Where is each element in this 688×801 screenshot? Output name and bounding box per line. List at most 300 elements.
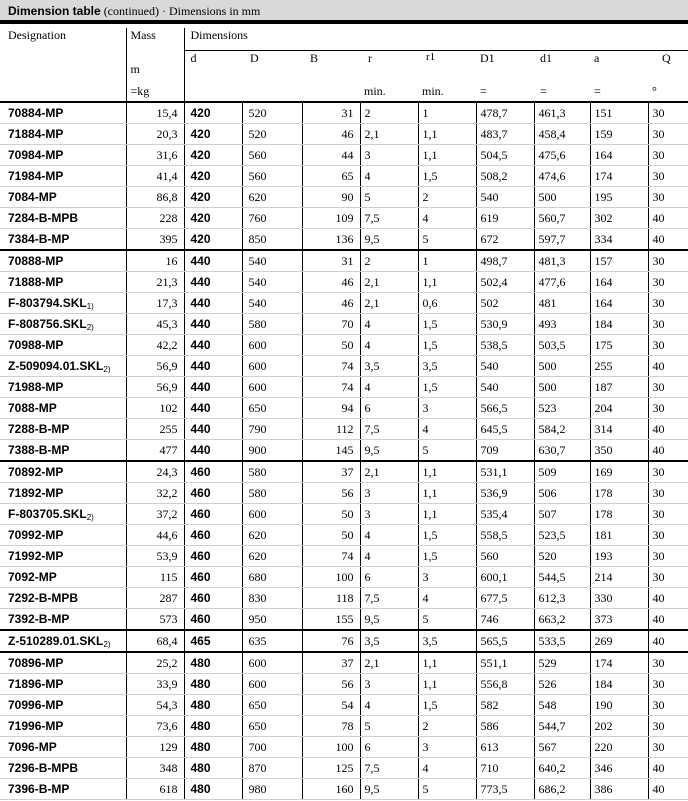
- cell-mass: 53,9: [126, 546, 184, 567]
- cell-a: 184: [590, 314, 648, 335]
- header-spacer: [0, 51, 126, 78]
- designation-text: 7392-B-MP: [8, 611, 70, 626]
- table-row: [0, 314, 688, 335]
- cell-D1: 558,5: [476, 525, 534, 546]
- cell-designation: [0, 229, 126, 251]
- cell-r: 6: [360, 567, 418, 588]
- designation-text: 7284-B-MPB: [8, 210, 79, 225]
- cell-mass: 33,9: [126, 674, 184, 695]
- cell-B: 94: [302, 398, 360, 419]
- cell-B: 31: [302, 102, 360, 124]
- cell-r: 2,1: [360, 293, 418, 314]
- cell-B: 112: [302, 419, 360, 440]
- cell-r: 4: [360, 314, 418, 335]
- cell-a: 193: [590, 546, 648, 567]
- designation-text: 7088-MP: [8, 400, 57, 415]
- cell-d: 420: [184, 229, 242, 251]
- cell-B: 37: [302, 652, 360, 674]
- dimension-table: [0, 28, 688, 800]
- designation-text: 70996-MP: [8, 697, 64, 712]
- cell-r: 4: [360, 166, 418, 187]
- header-col-d1: d1: [534, 51, 590, 78]
- cell-a: 181: [590, 525, 648, 546]
- cell-D1: 540: [476, 356, 534, 377]
- cell-r: 6: [360, 398, 418, 419]
- cell-designation: [0, 335, 126, 356]
- header-unit-a: =: [590, 77, 648, 102]
- cell-D: 540: [242, 293, 302, 314]
- cell-d: 465: [184, 630, 242, 652]
- cell-mass: 37,2: [126, 504, 184, 525]
- cell-d1: 500: [534, 356, 590, 377]
- table-row: [0, 483, 688, 504]
- cell-r1: 1,1: [418, 483, 476, 504]
- cell-a: 174: [590, 652, 648, 674]
- cell-r: 7,5: [360, 208, 418, 229]
- cell-r1: 3: [418, 398, 476, 419]
- cell-r: 4: [360, 546, 418, 567]
- cell-a: 164: [590, 145, 648, 166]
- cell-D: 790: [242, 419, 302, 440]
- cell-d: 460: [184, 609, 242, 631]
- cell-B: 50: [302, 335, 360, 356]
- cell-d1: 548: [534, 695, 590, 716]
- cell-D1: 560: [476, 546, 534, 567]
- cell-designation: [0, 398, 126, 419]
- cell-a: 373: [590, 609, 648, 631]
- cell-r1: 1,1: [418, 504, 476, 525]
- cell-D1: 531,1: [476, 461, 534, 483]
- cell-r: 3: [360, 674, 418, 695]
- cell-d1: 630,7: [534, 440, 590, 462]
- cell-mass: 348: [126, 758, 184, 779]
- cell-designation: [0, 461, 126, 483]
- cell-d: 460: [184, 588, 242, 609]
- cell-designation: [0, 588, 126, 609]
- cell-d1: 481: [534, 293, 590, 314]
- cell-D1: 709: [476, 440, 534, 462]
- cell-mass: 25,2: [126, 652, 184, 674]
- cell-d: 460: [184, 525, 242, 546]
- cell-D: 600: [242, 504, 302, 525]
- cell-designation: [0, 166, 126, 187]
- cell-d1: 461,3: [534, 102, 590, 124]
- cell-r1: 2: [418, 187, 476, 208]
- cell-a: 202: [590, 716, 648, 737]
- cell-d1: 506: [534, 483, 590, 504]
- cell-r: 6: [360, 737, 418, 758]
- cell-d: 440: [184, 293, 242, 314]
- cell-r: 5: [360, 187, 418, 208]
- cell-r: 3: [360, 504, 418, 525]
- cell-d: 460: [184, 546, 242, 567]
- cell-r: 7,5: [360, 588, 418, 609]
- designation-text: 71996-MP: [8, 718, 64, 733]
- cell-r1: 3: [418, 567, 476, 588]
- table-title: [8, 4, 260, 19]
- cell-mass: 16: [126, 250, 184, 272]
- cell-d1: 481,3: [534, 250, 590, 272]
- cell-Q: 30: [648, 716, 688, 737]
- cell-d1: 523: [534, 398, 590, 419]
- cell-r: 2,1: [360, 652, 418, 674]
- cell-mass: 287: [126, 588, 184, 609]
- cell-D1: 613: [476, 737, 534, 758]
- cell-Q: 30: [648, 377, 688, 398]
- header-mass-unit: =kg: [126, 77, 184, 102]
- cell-d: 420: [184, 102, 242, 124]
- header-unit-Q: °: [648, 77, 688, 102]
- cell-D: 700: [242, 737, 302, 758]
- cell-designation: [0, 356, 126, 377]
- cell-D: 870: [242, 758, 302, 779]
- cell-D1: 556,8: [476, 674, 534, 695]
- cell-D1: 540: [476, 377, 534, 398]
- cell-mass: 17,3: [126, 293, 184, 314]
- cell-r1: 1,5: [418, 314, 476, 335]
- cell-designation: [0, 652, 126, 674]
- cell-B: 125: [302, 758, 360, 779]
- header-dimensions: Dimensions: [184, 28, 688, 51]
- designation-text: 71984-MP: [8, 168, 64, 183]
- designation-text: 7396-B-MP: [8, 781, 70, 796]
- cell-a: 330: [590, 588, 648, 609]
- cell-B: 54: [302, 695, 360, 716]
- cell-D1: 619: [476, 208, 534, 229]
- cell-D: 600: [242, 356, 302, 377]
- cell-D: 850: [242, 229, 302, 251]
- cell-D: 760: [242, 208, 302, 229]
- table-row: [0, 567, 688, 588]
- cell-designation: [0, 208, 126, 229]
- cell-designation: [0, 314, 126, 335]
- table-row: [0, 588, 688, 609]
- cell-Q: 40: [648, 758, 688, 779]
- cell-designation: [0, 187, 126, 208]
- cell-a: 164: [590, 272, 648, 293]
- header-spacer: [0, 77, 126, 102]
- cell-B: 155: [302, 609, 360, 631]
- cell-d1: 493: [534, 314, 590, 335]
- cell-r: 9,5: [360, 779, 418, 800]
- cell-Q: 40: [648, 630, 688, 652]
- cell-designation: [0, 272, 126, 293]
- cell-D: 650: [242, 716, 302, 737]
- cell-D1: 535,4: [476, 504, 534, 525]
- cell-D: 650: [242, 695, 302, 716]
- cell-a: 159: [590, 124, 648, 145]
- table-row: [0, 652, 688, 674]
- cell-r1: 5: [418, 779, 476, 800]
- cell-r1: 1,1: [418, 272, 476, 293]
- cell-d: 480: [184, 758, 242, 779]
- cell-Q: 40: [648, 440, 688, 462]
- cell-D1: 508,2: [476, 166, 534, 187]
- cell-D: 600: [242, 335, 302, 356]
- designation-text: Z-510289.01.SKL: [8, 633, 104, 648]
- cell-D: 580: [242, 483, 302, 504]
- cell-B: 78: [302, 716, 360, 737]
- cell-Q: 30: [648, 314, 688, 335]
- cell-B: 145: [302, 440, 360, 462]
- designation-text: 71884-MP: [8, 126, 64, 141]
- cell-Q: 40: [648, 588, 688, 609]
- cell-d1: 474,6: [534, 166, 590, 187]
- cell-B: 37: [302, 461, 360, 483]
- cell-r: 9,5: [360, 609, 418, 631]
- cell-mass: 42,2: [126, 335, 184, 356]
- cell-r: 9,5: [360, 440, 418, 462]
- cell-D1: 530,9: [476, 314, 534, 335]
- cell-D: 620: [242, 525, 302, 546]
- designation-text: 71888-MP: [8, 274, 64, 289]
- header-unit-blank: [242, 77, 302, 102]
- cell-d: 460: [184, 461, 242, 483]
- cell-D1: 536,9: [476, 483, 534, 504]
- cell-Q: 40: [648, 419, 688, 440]
- cell-mass: 56,9: [126, 356, 184, 377]
- cell-d: 420: [184, 166, 242, 187]
- cell-mass: 102: [126, 398, 184, 419]
- table-title-rest: (continued) · Dimensions in mm: [103, 4, 261, 18]
- cell-r: 4: [360, 695, 418, 716]
- cell-Q: 40: [648, 356, 688, 377]
- cell-designation: [0, 145, 126, 166]
- designation-text: 70992-MP: [8, 527, 64, 542]
- cell-d1: 560,7: [534, 208, 590, 229]
- cell-B: 109: [302, 208, 360, 229]
- cell-B: 31: [302, 250, 360, 272]
- footnote-marker: 2): [86, 322, 94, 332]
- cell-a: 346: [590, 758, 648, 779]
- cell-a: 269: [590, 630, 648, 652]
- cell-r1: 1,5: [418, 377, 476, 398]
- table-row: [0, 440, 688, 462]
- cell-mass: 395: [126, 229, 184, 251]
- cell-mass: 115: [126, 567, 184, 588]
- cell-designation: [0, 250, 126, 272]
- table-row: [0, 630, 688, 652]
- cell-a: 220: [590, 737, 648, 758]
- designation-text: 71992-MP: [8, 548, 64, 563]
- cell-D1: 773,5: [476, 779, 534, 800]
- designation-text: 7292-B-MPB: [8, 590, 79, 605]
- cell-a: 151: [590, 102, 648, 124]
- table-row: [0, 377, 688, 398]
- cell-D1: 645,5: [476, 419, 534, 440]
- cell-d: 460: [184, 483, 242, 504]
- cell-d: 420: [184, 124, 242, 145]
- cell-mass: 15,4: [126, 102, 184, 124]
- cell-D: 620: [242, 546, 302, 567]
- cell-B: 136: [302, 229, 360, 251]
- cell-B: 56: [302, 483, 360, 504]
- cell-r1: 1,1: [418, 652, 476, 674]
- cell-r1: 1,1: [418, 461, 476, 483]
- cell-D1: 540: [476, 187, 534, 208]
- cell-mass: 68,4: [126, 630, 184, 652]
- table-row: [0, 419, 688, 440]
- cell-d: 440: [184, 314, 242, 335]
- designation-text: 70988-MP: [8, 337, 64, 352]
- cell-a: 178: [590, 483, 648, 504]
- cell-d: 440: [184, 377, 242, 398]
- header-unit-r: min.: [360, 77, 418, 102]
- cell-r1: 1,1: [418, 145, 476, 166]
- cell-d1: 544,7: [534, 716, 590, 737]
- table-row: [0, 250, 688, 272]
- cell-designation: [0, 609, 126, 631]
- header-unit-blank: [302, 77, 360, 102]
- table-row: [0, 546, 688, 567]
- cell-mass: 86,8: [126, 187, 184, 208]
- table-row: [0, 461, 688, 483]
- cell-Q: 30: [648, 145, 688, 166]
- cell-D1: 566,5: [476, 398, 534, 419]
- cell-mass: 31,6: [126, 145, 184, 166]
- cell-designation: [0, 293, 126, 314]
- table-row: [0, 737, 688, 758]
- cell-mass: 41,4: [126, 166, 184, 187]
- cell-a: 255: [590, 356, 648, 377]
- cell-Q: 40: [648, 229, 688, 251]
- table-row: [0, 609, 688, 631]
- table-row: [0, 716, 688, 737]
- cell-d1: 507: [534, 504, 590, 525]
- cell-r1: 4: [418, 419, 476, 440]
- cell-r1: 1,5: [418, 166, 476, 187]
- cell-D: 830: [242, 588, 302, 609]
- cell-designation: [0, 567, 126, 588]
- cell-Q: 30: [648, 124, 688, 145]
- cell-D1: 483,7: [476, 124, 534, 145]
- designation-text: 71892-MP: [8, 485, 64, 500]
- header-col-D: D: [242, 51, 302, 78]
- cell-r1: 4: [418, 208, 476, 229]
- header-unit-blank: [184, 77, 242, 102]
- cell-D: 520: [242, 124, 302, 145]
- cell-Q: 30: [648, 398, 688, 419]
- cell-B: 46: [302, 124, 360, 145]
- cell-Q: 30: [648, 461, 688, 483]
- cell-r: 5: [360, 716, 418, 737]
- cell-d: 440: [184, 272, 242, 293]
- designation-text: F-803794.SKL: [8, 295, 87, 310]
- designation-text: 70896-MP: [8, 655, 64, 670]
- cell-D: 620: [242, 187, 302, 208]
- cell-r1: 1: [418, 102, 476, 124]
- cell-Q: 30: [648, 567, 688, 588]
- cell-D: 600: [242, 652, 302, 674]
- cell-D1: 582: [476, 695, 534, 716]
- cell-d1: 686,2: [534, 779, 590, 800]
- header-col-B: B: [302, 51, 360, 78]
- cell-a: 174: [590, 166, 648, 187]
- table-row: [0, 166, 688, 187]
- cell-Q: 30: [648, 695, 688, 716]
- cell-B: 50: [302, 504, 360, 525]
- cell-a: 195: [590, 187, 648, 208]
- cell-mass: 45,3: [126, 314, 184, 335]
- cell-d: 420: [184, 187, 242, 208]
- header-mass: Mass: [126, 28, 184, 51]
- cell-designation: [0, 779, 126, 800]
- footnote-marker: 2): [103, 364, 111, 374]
- cell-D: 580: [242, 314, 302, 335]
- table-row: [0, 272, 688, 293]
- table-title-bar: [0, 0, 688, 24]
- table-row: [0, 208, 688, 229]
- cell-B: 100: [302, 567, 360, 588]
- cell-r: 2,1: [360, 124, 418, 145]
- table-row: [0, 229, 688, 251]
- cell-r1: 4: [418, 758, 476, 779]
- cell-designation: [0, 674, 126, 695]
- cell-d1: 509: [534, 461, 590, 483]
- cell-B: 65: [302, 166, 360, 187]
- cell-a: 178: [590, 504, 648, 525]
- designation-text: 71896-MP: [8, 676, 64, 691]
- footnote-marker: 2): [86, 512, 94, 522]
- cell-B: 74: [302, 356, 360, 377]
- cell-Q: 40: [648, 609, 688, 631]
- cell-d: 480: [184, 695, 242, 716]
- cell-mass: 56,9: [126, 377, 184, 398]
- cell-a: 190: [590, 695, 648, 716]
- cell-designation: [0, 737, 126, 758]
- cell-mass: 573: [126, 609, 184, 631]
- cell-B: 56: [302, 674, 360, 695]
- cell-B: 46: [302, 293, 360, 314]
- cell-mass: 32,2: [126, 483, 184, 504]
- cell-r1: 4: [418, 588, 476, 609]
- cell-d: 420: [184, 208, 242, 229]
- cell-r1: 5: [418, 229, 476, 251]
- cell-B: 50: [302, 525, 360, 546]
- cell-D: 600: [242, 377, 302, 398]
- cell-r: 9,5: [360, 229, 418, 251]
- table-row: [0, 145, 688, 166]
- cell-Q: 30: [648, 525, 688, 546]
- cell-r1: 0,6: [418, 293, 476, 314]
- cell-B: 70: [302, 314, 360, 335]
- cell-r: 7,5: [360, 419, 418, 440]
- cell-d1: 567: [534, 737, 590, 758]
- header-col-r: r: [360, 51, 418, 78]
- designation-text: 71988-MP: [8, 379, 64, 394]
- cell-r: 2,1: [360, 272, 418, 293]
- cell-d: 480: [184, 737, 242, 758]
- cell-a: 302: [590, 208, 648, 229]
- cell-Q: 30: [648, 250, 688, 272]
- table-row: [0, 525, 688, 546]
- cell-d1: 584,2: [534, 419, 590, 440]
- cell-r1: 1,5: [418, 525, 476, 546]
- cell-d1: 458,4: [534, 124, 590, 145]
- cell-d: 480: [184, 652, 242, 674]
- cell-Q: 30: [648, 166, 688, 187]
- cell-a: 334: [590, 229, 648, 251]
- cell-a: 169: [590, 461, 648, 483]
- cell-Q: 40: [648, 208, 688, 229]
- cell-d1: 544,5: [534, 567, 590, 588]
- cell-r1: 1,5: [418, 335, 476, 356]
- cell-r1: 1,1: [418, 124, 476, 145]
- table-row: [0, 293, 688, 314]
- cell-Q: 30: [648, 293, 688, 314]
- cell-D1: 504,5: [476, 145, 534, 166]
- cell-d: 460: [184, 567, 242, 588]
